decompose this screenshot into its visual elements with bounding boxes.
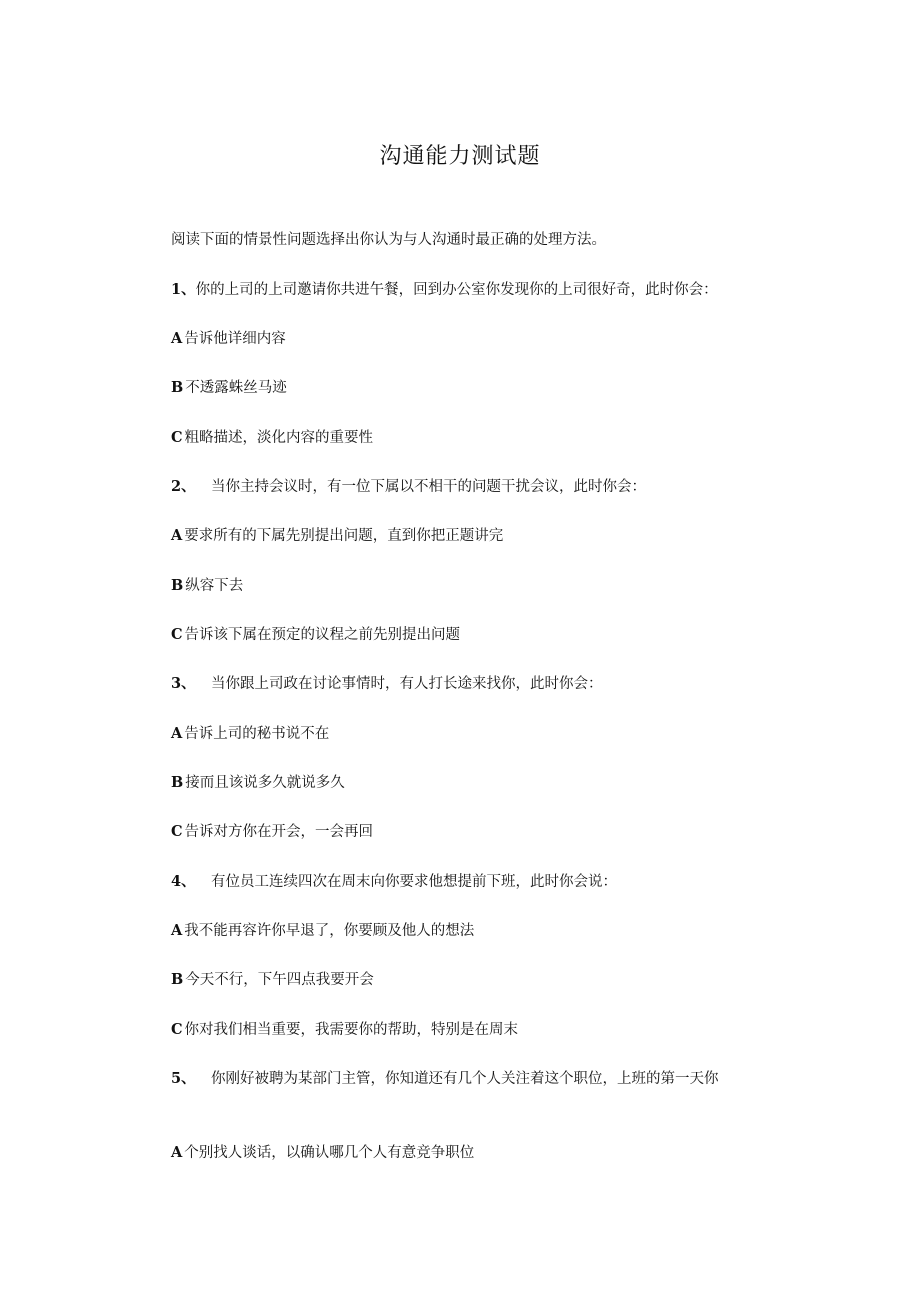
option-letter: A [171, 527, 183, 544]
question-2 [171, 477, 646, 497]
question-3 [171, 674, 603, 694]
question-number: 3、 [171, 675, 196, 692]
option-letter: C [171, 429, 183, 446]
option-text: 告诉对方你在开会，一会再回 [184, 824, 374, 840]
question-text: 有位员工连续四次在周末向你要求他想提前下班，此时你会说： [211, 874, 617, 890]
option-text: 我不能再容许你早退了，你要顾及他人的想法 [184, 923, 475, 939]
option-letter: B [171, 971, 184, 988]
question-number: 4、 [171, 873, 196, 890]
option-3a [171, 724, 329, 744]
question-4 [171, 872, 617, 892]
option-text: 告诉该下属在预定的议程之前先别提出问题 [184, 627, 461, 643]
option-text: 今天不行，下午四点我要开会 [185, 972, 374, 988]
question-5 [171, 1069, 719, 1089]
option-letter: C [171, 823, 183, 840]
option-text: 告诉他详细内容 [184, 331, 286, 347]
option-text: 不透露蛛丝马迹 [185, 380, 287, 396]
question-text: 当你主持会议时，有一位下属以不相干的问题干扰会议，此时你会： [211, 479, 646, 495]
option-4c [171, 1020, 518, 1040]
option-2a [171, 526, 503, 546]
option-1c [171, 428, 373, 448]
question-text: 当你跟上司政在讨论事情时，有人打长途来找你，此时你会： [211, 676, 603, 692]
option-text: 告诉上司的秘书说不在 [184, 726, 330, 742]
option-3b [171, 773, 345, 793]
question-number: 5、 [171, 1070, 196, 1087]
option-1a [171, 329, 286, 349]
intro-text: 阅读下面的情景性问题选择出你认为与人沟通时最正确的处理方法。 [171, 232, 606, 248]
option-1b [171, 378, 287, 398]
option-letter: A [171, 922, 183, 939]
option-2b [171, 576, 243, 596]
option-3c [171, 822, 373, 842]
question-number: 1、 [171, 281, 196, 298]
option-letter: A [171, 725, 183, 742]
option-text: 纵容下去 [185, 578, 244, 594]
option-letter: B [171, 379, 184, 396]
option-letter: A [171, 1144, 183, 1161]
question-1 [171, 280, 718, 300]
option-letter: C [171, 1021, 183, 1038]
page-title: 沟通能力测试题 [379, 144, 541, 169]
option-2c [171, 625, 460, 645]
option-text: 粗略描述，淡化内容的重要性 [184, 430, 374, 446]
option-letter: C [171, 626, 183, 643]
question-text: 你刚好被聘为某部门主管，你知道还有几个人关注着这个职位，上班的第一天你 [211, 1071, 719, 1087]
option-4b [171, 970, 374, 990]
option-text: 要求所有的下属先别提出问题，直到你把正题讲完 [184, 528, 504, 544]
option-4a [171, 921, 474, 941]
option-text: 接而且该说多久就说多久 [185, 775, 345, 791]
question-number: 2、 [171, 478, 196, 495]
option-text: 你对我们相当重要，我需要你的帮助，特别是在周末 [184, 1022, 519, 1038]
option-letter: B [171, 774, 184, 791]
option-text: 个别找人谈话，以确认哪几个人有意竞争职位 [184, 1145, 475, 1161]
option-5a [171, 1143, 474, 1163]
option-letter: B [171, 577, 184, 594]
question-text: 你的上司的上司邀请你共进午餐，回到办公室你发现你的上司很好奇，此时你会： [195, 282, 718, 298]
option-letter: A [171, 330, 183, 347]
